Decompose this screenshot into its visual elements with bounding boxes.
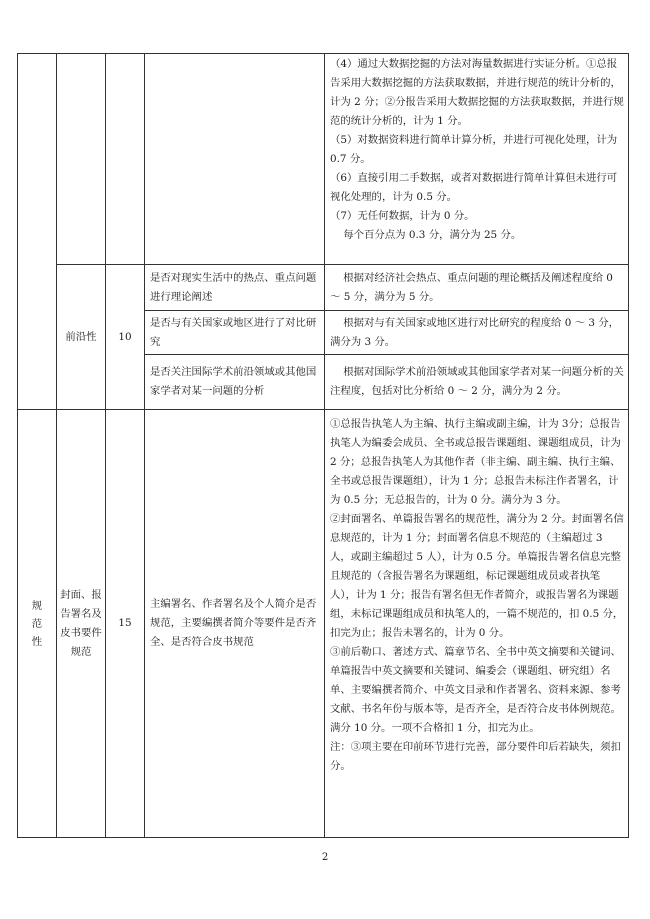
norms-criteria: ①总报告执笔人为主编、执行主编或副主编，计为 3分；总报告执笔人为编委会成员、全书或总报告课题组、课题组成员，计为 2 分；总报告执笔人为其他作者（非主编、副主编、执行主编、全书或总报告课题组），计为 1 分；总报告未标注作者署名，计为 0.5 分；无总报告的，计为 0 分。满分为 3 分。 ②封面署名、单篇报告署名的规范性，满分为 2 分。封面署名信息规范的，计为 1 分；封面署名信息不规范的（主编超过 3 人，或副主编超过 5 人），计为 0.5 分。单篇报告署名信息完整且规范的（含报告署名为课题组，标记课题组成员或者执笔人），计为 1 分；报告有署名但无作者简介，或报告署名为课题组，未标记课题组成员和执笔人的，一篇不规范的，扣 0.5 分，扣完为止；报告未署名的，计为 0 分。 ③前后勒口、著述方式、篇章节名、全书中英文摘要和关键词、单篇报告中英文摘要和关键词、编委会（课题组、研究组）名单、主要编撰者简介、中英文目录和作者署名、资料来源、参考文献、书名年份与版本等，是否齐全，是否符合皮书体例规范。满分 10 分。一项不合格扣 1 分，扣完为止。 注：③项主要在印前环节进行完善，部分要件印后若缺失，须扣分。 (330, 418, 624, 772)
frontier-criteria-3-cell (330, 355, 624, 409)
norms-category-cell (18, 410, 56, 837)
norms-name-cell (57, 410, 105, 837)
frontier-item-2-cell (150, 311, 320, 354)
col-divider-3 (144, 53, 145, 838)
frontier-name-cell (57, 265, 105, 409)
frontier-criteria-1-cell (330, 265, 624, 310)
frontier-item-1: 是否对现实生活中的热点、重点问题进行理论阐述 (150, 271, 317, 303)
norms-item-cell (150, 410, 320, 837)
frontier-name: 前沿性 (65, 330, 97, 343)
norms-name: 封面、报告署名及皮书要件规范 (60, 588, 102, 658)
norms-score: 15 (118, 617, 132, 629)
evaluation-table (17, 53, 629, 838)
col-divider-4 (324, 53, 325, 838)
frontier-criteria-2-cell (330, 311, 624, 354)
frontier-criteria-1: 根据对经济社会热点、重点问题的理论概括及阐述程度给 0 ～ 5 分，满分为 5 分。 (330, 271, 617, 303)
frontier-criteria-2: 根据对与有关国家或地区进行对比研究的程度给 0 ～ 3 分，满分为 3 分。 (330, 316, 620, 348)
frontier-item-3: 是否关注国际学术前沿领域或其他国家学者对某一问题的分析 (150, 366, 317, 397)
frontier-item-2: 是否与有关国家或地区进行了对比研究 (150, 316, 317, 348)
frontier-item-3-cell (150, 355, 320, 409)
norms-criteria-cell (330, 415, 624, 835)
norms-category: 规范性 (31, 599, 43, 648)
data-criteria-cell (330, 55, 624, 263)
frontier-score-cell (106, 265, 144, 409)
frontier-score: 10 (118, 330, 132, 343)
page-number: 2 (321, 852, 329, 863)
frontier-item-1-cell (150, 265, 320, 310)
norms-item: 主编署名、作者署名及个人简介是否规范，主要编撰者简介等要件是否齐全、是否符合皮书规范 (150, 598, 317, 648)
data-criteria-text: （4）通过大数据挖掘的方法对海量数据进行实证分析。①总报告采用大数据挖掘的方法获取数据，并进行规范的统计分析的，计为 2 分；②分报告采用大数据挖掘的方法获取数据，并进行规范的统计分析的，计为 1 分。 （5）对数据资料进行简单计算分析，并进行可视化处理，计为 0.7 分。 （6）直接引用二手数据，或者对数据进行简单计算但未进行可视化处理的，计为 0.5 分。 （7）无任何数据，计为 0 分。 每个百分点为 0.3 分，满分为 25 分。 (330, 58, 624, 241)
table-border-top (17, 53, 629, 54)
frontier-criteria-3: 根据对国际学术前沿领域或其他国家学者对某一问题分析的关注程度，包括对比分析给 0 ～ 2 分，满分为 2 分。 (330, 366, 624, 397)
table-border-bottom (17, 837, 629, 838)
norms-score-cell (106, 410, 144, 837)
table-border-right (628, 53, 629, 838)
